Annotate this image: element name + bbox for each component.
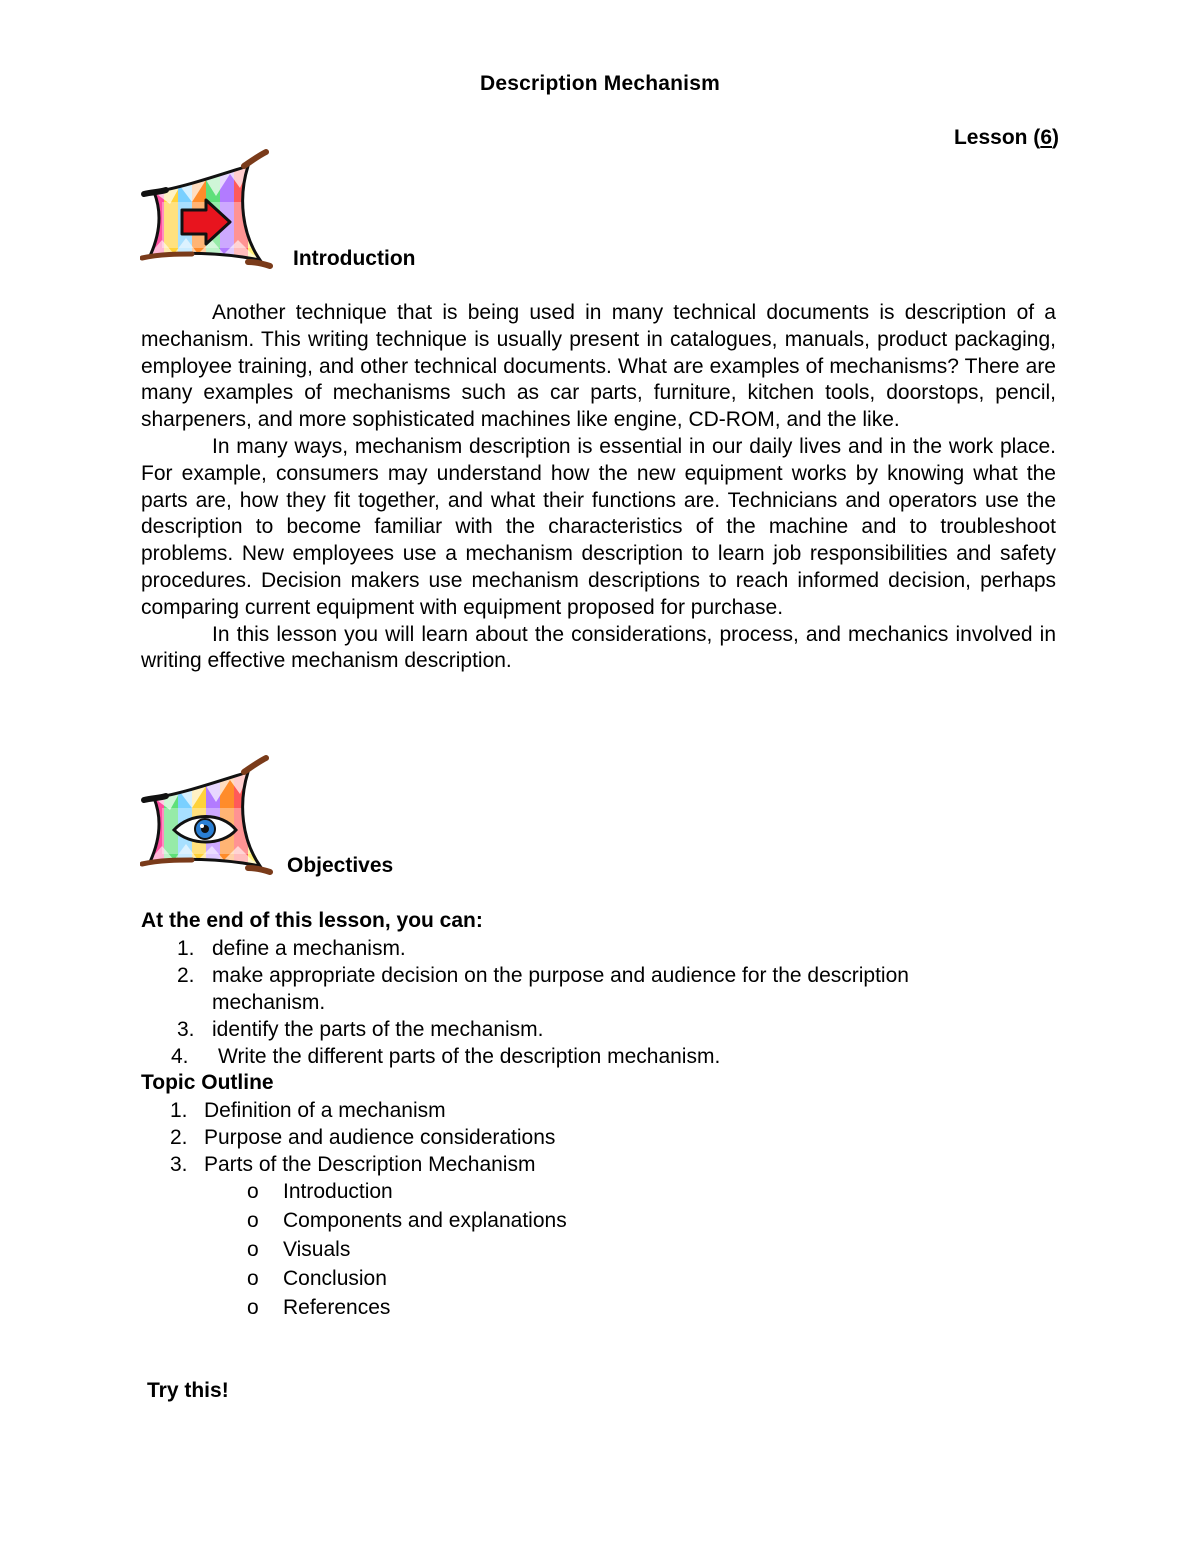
outline-item [170,1151,904,1178]
bullet-icon: o [247,1209,259,1232]
bullet-icon: o [247,1296,259,1319]
sub-item [247,1293,883,1322]
objective-text: identify the parts of the mechanism. [212,1018,544,1041]
document-title: Description Mechanism [480,72,720,95]
outline-item [170,1097,904,1124]
objective-number: 3. [177,1018,195,1041]
objective-text: Write the different parts of the description mechanism. [218,1045,721,1068]
outline-text: Purpose and audience considerations [204,1126,556,1149]
sub-item [247,1206,883,1235]
try-this-heading: Try this! [147,1379,229,1402]
banner-arrow-icon [140,148,280,277]
objective-item [177,962,1012,1016]
lesson-label-close: ) [1052,126,1059,149]
sub-item [247,1264,883,1293]
outline-number: 3. [170,1153,188,1176]
lesson-number: 6 [1040,126,1052,149]
intro-paragraph-3: In this lesson you will learn about the considerations, process, and mechanics involved in writing effective mechanism description. [141,622,1056,673]
lesson-label [954,126,1059,150]
introduction-body [141,300,1056,675]
sub-item [247,1177,883,1206]
objectives-lead: At the end of this lesson, you can: [141,909,483,932]
intro-paragraph-2: In many ways, mechanism description is essential in our daily lives and in the work place. For example, consumers may understand how the new equipment works by knowing what the parts are, how they fit together, and what their functions are. Technicians and operators use the description to become familiar with the characteristics of the machine and to troubleshoot problems. New employees use a mechanism description to learn job responsibilities and safety procedures. Decision makers use mechanism descriptions to reach informed decision, perhaps comparing current equipment with equipment proposed for purchase. [141,434,1056,619]
sub-item [247,1235,883,1264]
intro-paragraph-1: Another technique that is being used in many technical documents is description of a mechanism. This writing technique is usually present in catalogues, manuals, product packaging, employee training, and other technical documents. What are examples of mechanisms? There are many examples of mechanisms such as car parts, furniture, kitchen tools, doorstops, pencil, sharpeners, and more sophisticated machines like engine, CD-ROM, and the like. [141,301,1056,432]
sub-item-text: References [283,1296,391,1319]
topic-outline-heading: Topic Outline [141,1071,274,1094]
sub-item-text: Introduction [283,1180,393,1203]
outline-text: Parts of the Description Mechanism [204,1153,536,1176]
bullet-icon: o [247,1267,259,1290]
objective-item [177,935,1012,962]
objective-item [171,1043,1012,1070]
bullet-icon: o [247,1180,259,1203]
outline-number: 2. [170,1126,188,1149]
sub-item-text: Conclusion [283,1267,387,1290]
outline-number: 1. [170,1099,188,1122]
objective-item [177,1016,1012,1043]
objective-text: define a mechanism. [212,937,406,960]
introduction-heading: Introduction [293,247,416,270]
objective-number: 4. [171,1045,189,1068]
objectives-heading: Objectives [287,854,394,877]
objective-text: make appropriate decision on the purpose and audience for the description mechanism. [212,964,909,1014]
outline-item [170,1124,904,1151]
bullet-icon: o [247,1238,259,1261]
sub-item-text: Visuals [283,1238,351,1261]
lesson-label-text: Lesson ( [953,126,1041,149]
objectives-list [171,935,1012,1070]
sub-item-text: Components and explanations [283,1209,567,1232]
topic-outline-sublist [247,1177,883,1322]
outline-text: Definition of a mechanism [204,1099,446,1122]
banner-eye-icon [140,754,280,883]
objective-number: 1. [177,937,195,960]
topic-outline-list [170,1097,904,1178]
objective-number: 2. [177,964,195,987]
